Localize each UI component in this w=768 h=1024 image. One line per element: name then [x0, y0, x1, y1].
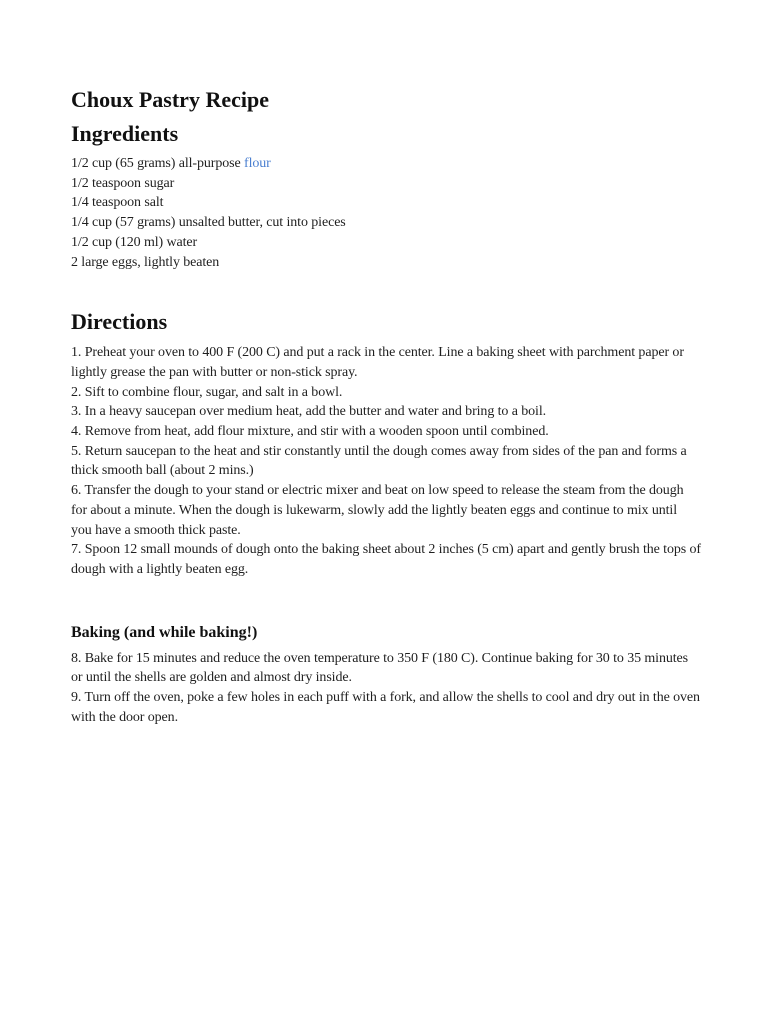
ingredient-item: 1/2 cup (120 ml) water	[71, 234, 198, 250]
recipe-document	[71, 86, 701, 727]
direction-step: 5. Return saucepan to the heat and stir constantly until the dough comes away from sides of the pan and forms a thick smooth ball (about 2 mins.)	[71, 443, 687, 479]
baking-step: 9. Turn off the oven, poke a few holes in each puff with a fork, and allow the shells to cool and dry out in the oven with the door open.	[71, 690, 700, 725]
ingredient-item: 1/2 teaspoon sugar	[71, 175, 175, 191]
baking-step: 8. Bake for 15 minutes and reduce the oven temperature to 350 F (180 C). Continue baking for 30 to 35 minutes or until the shells are golden and almost dry inside.	[71, 650, 689, 686]
direction-step: 2. Sift to combine flour, sugar, and salt in a bowl.	[71, 384, 343, 400]
ingredient-item: 2 large eggs, lightly beaten	[71, 254, 220, 270]
direction-step: 1. Preheat your oven to 400 F (200 C) and put a rack in the center. Line a baking sheet with parchment paper or lightly grease the pan with butter or non-stick spray.	[71, 345, 684, 380]
ingredient-text: 1/2 cup (65 grams) all-purpose	[71, 156, 245, 171]
baking-list	[71, 649, 701, 728]
ingredient-item: 1/4 cup (57 grams) unsalted butter, cut into pieces	[71, 215, 346, 231]
page-title: Choux Pastry Recipe	[71, 87, 269, 112]
baking-heading: Baking (and while baking!)	[71, 623, 258, 641]
direction-step: 4. Remove from heat, add flour mixture, and stir with a wooden spoon until combined.	[71, 424, 549, 440]
ingredients-heading: Ingredients	[71, 121, 179, 146]
direction-step: 7. Spoon 12 small mounds of dough onto the baking sheet about 2 inches (5 cm) apart and gently brush the tops of dough with a lightly beaten egg.	[71, 542, 701, 577]
direction-step: 3. In a heavy saucepan over medium heat, add the butter and water and bring to a boil.	[71, 404, 547, 420]
flour-link[interactable]: flour	[244, 156, 271, 171]
direction-step: 6. Transfer the dough to your stand or electric mixer and beat on low speed to release the steam from the dough for about a minute. When the dough is lukewarm, slowly add the lightly beaten eggs and continue to mix until you have a smooth thick paste.	[71, 483, 684, 538]
ingredient-item	[71, 154, 701, 174]
ingredient-item: 1/4 teaspoon salt	[71, 195, 164, 211]
directions-heading: Directions	[71, 309, 168, 335]
directions-list	[71, 343, 701, 579]
ingredients-list	[71, 154, 701, 272]
